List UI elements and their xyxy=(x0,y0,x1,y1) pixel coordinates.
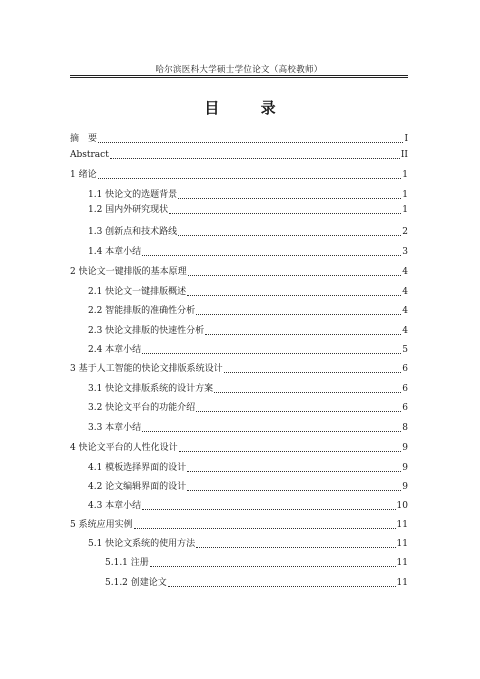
toc-page-number: 9 xyxy=(402,482,408,492)
toc-entry[interactable] xyxy=(70,518,408,532)
toc-dot-leader xyxy=(188,274,402,276)
toc-entry[interactable] xyxy=(88,401,408,415)
toc-page-number: 9 xyxy=(402,443,408,453)
toc-page-number: II xyxy=(400,150,408,160)
toc-entry-label: 2 快论文一键排版的基本原理 xyxy=(70,267,187,277)
toc-entry-label: 1.1 快论文的选题背景 xyxy=(88,190,178,200)
running-header: 哈尔滨医科大学硕士学位论文（高校教师） xyxy=(155,65,323,75)
header-rule xyxy=(70,75,408,76)
toc-dot-leader xyxy=(142,352,401,354)
toc-page-number: 1 xyxy=(402,205,408,215)
toc-dot-leader xyxy=(134,527,396,529)
toc-page-number: 6 xyxy=(402,364,408,374)
toc-entry[interactable] xyxy=(88,324,408,338)
toc-page-number: 4 xyxy=(402,287,408,297)
toc-page-number: 6 xyxy=(402,384,408,394)
toc-dot-leader xyxy=(169,212,401,214)
toc-entry-label: 3.3 本章小结 xyxy=(88,423,142,433)
toc-entry[interactable] xyxy=(70,168,408,182)
toc-entry-label: 1 绪论 xyxy=(70,170,97,180)
toc-page-number: 1 xyxy=(402,170,408,180)
toc-dot-leader xyxy=(187,489,401,491)
toc-page-number: 2 xyxy=(402,227,408,237)
toc-page-number: 3 xyxy=(402,247,408,257)
toc-dot-leader xyxy=(205,333,401,335)
toc-dot-leader xyxy=(179,450,402,452)
toc-dot-leader xyxy=(142,508,395,510)
toc-entry-label: 4.1 模板选择界面的设计 xyxy=(88,463,187,473)
toc-entry[interactable] xyxy=(88,203,408,217)
toc-entry-label: 1.4 本章小结 xyxy=(88,247,142,257)
toc-dot-leader xyxy=(196,313,401,315)
toc-entry[interactable] xyxy=(88,480,408,494)
toc-entry[interactable] xyxy=(88,225,408,239)
toc-page-number: 1 xyxy=(402,190,408,200)
toc-entry[interactable] xyxy=(88,304,408,318)
toc-entry-label: Abstract xyxy=(70,150,109,160)
toc-dot-leader xyxy=(110,157,400,159)
toc-page-number: 4 xyxy=(402,267,408,277)
toc-title: 目 录 xyxy=(204,99,294,117)
toc-page-number: 4 xyxy=(402,306,408,316)
toc-entry-label: 2.4 本章小结 xyxy=(88,345,142,355)
toc-entry-label: 2.2 智能排版的准确性分析 xyxy=(88,306,196,316)
toc-page-number: 8 xyxy=(402,423,408,433)
toc-dot-leader xyxy=(224,371,402,373)
toc-dot-leader xyxy=(214,391,401,393)
toc-entry[interactable] xyxy=(88,499,408,513)
toc-entry[interactable] xyxy=(70,148,408,162)
toc-page-number: 11 xyxy=(396,578,408,588)
toc-entry-label: 5.1.2 创建论文 xyxy=(105,578,167,588)
toc-dot-leader xyxy=(178,234,401,236)
toc-entry-label: 5 系统应用实例 xyxy=(70,520,133,530)
toc-entry[interactable] xyxy=(88,188,408,202)
toc-entry[interactable] xyxy=(70,132,408,146)
toc-page-number: 5 xyxy=(402,345,408,355)
toc-entry[interactable] xyxy=(88,461,408,475)
toc-entry[interactable] xyxy=(105,576,408,590)
toc-entry-label: 5.1.1 注册 xyxy=(105,558,149,568)
toc-page-number: 4 xyxy=(402,326,408,336)
toc-entry-label: 3 基于人工智能的快论文排版系统设计 xyxy=(70,364,223,374)
toc-entry-label: 1.2 国内外研究现状 xyxy=(88,205,169,215)
toc-dot-leader xyxy=(187,294,401,296)
toc-dot-leader xyxy=(196,410,401,412)
toc-dot-leader xyxy=(196,546,395,548)
toc-entry-label: 2.1 快论文一键排版概述 xyxy=(88,287,187,297)
toc-dot-leader xyxy=(98,177,402,179)
toc-page-number: 10 xyxy=(396,501,408,511)
header-rule xyxy=(70,77,408,78)
toc-page-number: 11 xyxy=(396,520,408,530)
toc-dot-leader xyxy=(187,470,401,472)
toc-entry-label: 5.1 快论文系统的使用方法 xyxy=(88,539,196,549)
toc-entry[interactable] xyxy=(70,265,408,279)
toc-entry[interactable] xyxy=(88,382,408,396)
toc-entry-label: 4 快论文平台的人性化设计 xyxy=(70,443,178,453)
toc-entry[interactable] xyxy=(105,556,408,570)
toc-dot-leader xyxy=(150,565,396,567)
toc-page-number: 9 xyxy=(402,463,408,473)
toc-dot-leader xyxy=(178,197,401,199)
toc-entry[interactable] xyxy=(70,441,408,455)
toc-entry-label: 1.3 创新点和技术路线 xyxy=(88,227,178,237)
toc-dot-leader xyxy=(142,254,401,256)
toc-dot-leader xyxy=(168,585,396,587)
toc-page-number: 11 xyxy=(396,558,408,568)
toc-page-number: I xyxy=(404,134,408,144)
toc-entry-label: 摘 要 xyxy=(70,134,98,144)
toc-entry-label: 3.2 快论文平台的功能介绍 xyxy=(88,403,196,413)
toc-entry[interactable] xyxy=(88,343,408,357)
toc-entry[interactable] xyxy=(88,285,408,299)
toc-entry-label: 4.2 论文编辑界面的设计 xyxy=(88,482,187,492)
toc-entry[interactable] xyxy=(88,421,408,435)
toc-entry[interactable] xyxy=(88,537,408,551)
toc-page-number: 11 xyxy=(396,539,408,549)
toc-page-number: 6 xyxy=(402,403,408,413)
toc-entry[interactable] xyxy=(70,362,408,376)
toc-dot-leader xyxy=(98,141,403,143)
toc-entry-label: 2.3 快论文排版的快速性分析 xyxy=(88,326,205,336)
toc-entry-label: 4.3 本章小结 xyxy=(88,501,142,511)
toc-dot-leader xyxy=(142,430,401,432)
toc-entry[interactable] xyxy=(88,245,408,259)
toc-entry-label: 3.1 快论文排版系统的设计方案 xyxy=(88,384,214,394)
